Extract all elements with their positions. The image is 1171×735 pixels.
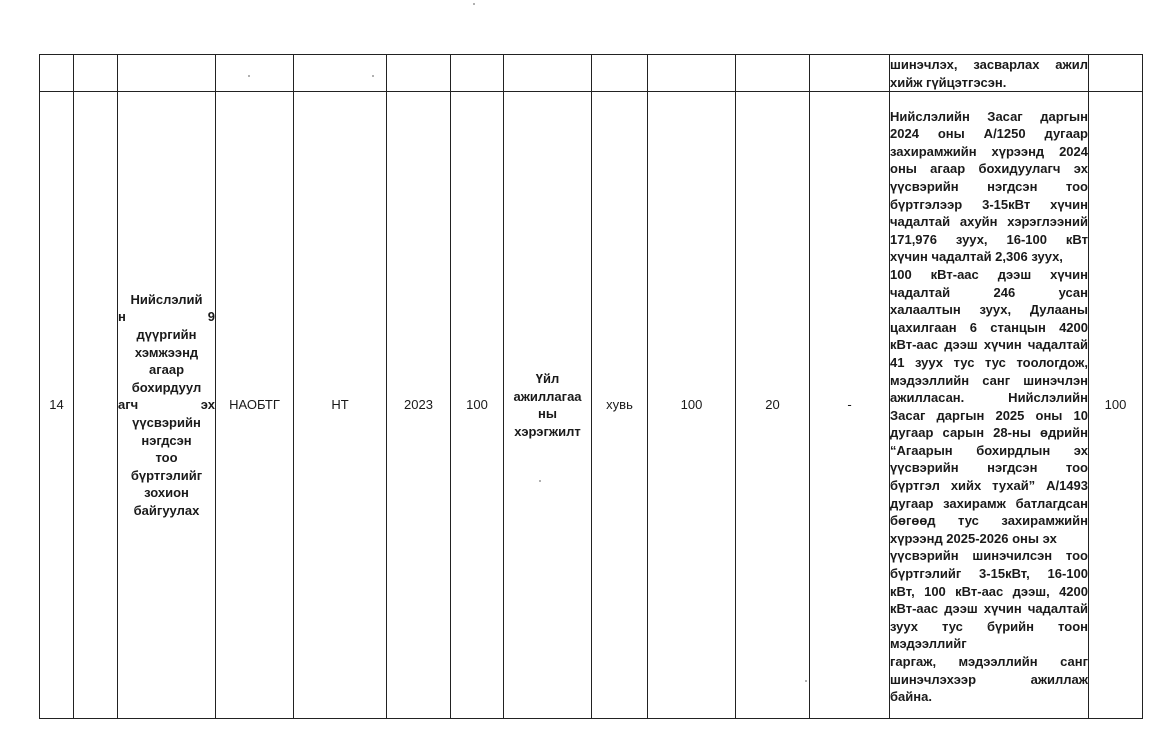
description-line: 2024 оны А/1250 дугаар (890, 126, 1088, 142)
row-number-cell: 14 (40, 92, 74, 719)
scan-speck (805, 680, 807, 682)
dash-cell: - (810, 92, 890, 719)
continued-description-cell (890, 55, 1089, 92)
description-line: үүсвэрийн нэгдсэн тоо (890, 460, 1088, 476)
goal-word: агч (118, 397, 139, 413)
goal-line: зохион (144, 485, 189, 501)
goal-word: эх (200, 397, 215, 413)
empty-cell (74, 92, 118, 719)
description-line: оны агаар бохидуулагч эх (890, 161, 1088, 177)
description-line: 171,976 зуух, 16-100 кВт (890, 231, 1088, 247)
scan-speck (248, 75, 250, 77)
description-line: үүсвэрийн нэгдсэн тоо (890, 178, 1088, 194)
report-table (39, 54, 1143, 719)
description-line: 100 кВт-аас дээш хүчин (890, 266, 1088, 282)
description-line: бүртгэл хийх тухай” А/1493 (890, 478, 1088, 494)
description-line: кВт, 100 кВт-аас дээш, 4200 (890, 583, 1088, 599)
description-line: хүчин чадалтай 2,306 зуух, (890, 249, 1063, 265)
description-line: халаалтын зуух, Дулааны (890, 302, 1088, 318)
cell (118, 55, 216, 92)
cell (504, 55, 592, 92)
description-line: үүсвэрийн шинэчилсэн тоо (890, 548, 1088, 564)
goal-line: нэгдсэн (141, 432, 192, 448)
value-cell: 100 (451, 92, 504, 719)
description-line: гаргаж, мэдээллийн санг (890, 654, 1088, 669)
scan-speck (473, 3, 475, 5)
code-cell: НТ (294, 92, 387, 719)
description-line: шинэчлэхээр ажиллаж (890, 671, 1088, 687)
description-line: бүртгэлээр 3-15кВт хүчин (890, 196, 1088, 212)
result-cell: 100 (1089, 92, 1143, 719)
goal-line: дүүргийн (136, 327, 197, 343)
description-line: захирамжийн хүрээнд 2024 (890, 143, 1088, 159)
description-line: дугаар захирамж батлагдсан (890, 495, 1088, 511)
goal-line-split (118, 396, 215, 414)
goal-line-split (118, 308, 215, 326)
description-line: чадалтай 246 усан (890, 284, 1088, 300)
description-line: кВт-аас дээш хүчин чадалтай (890, 337, 1088, 353)
cell (648, 55, 736, 92)
organization-cell: НАОБТГ (216, 92, 294, 719)
goal-line: тоо (155, 450, 178, 466)
activity-type-cell: Үйл ажиллагаа ны хэрэгжилт (504, 92, 592, 719)
description-line: хүрээнд 2025-2026 оны эх (890, 530, 1057, 546)
description-line: Засаг даргын 2025 оны 10 (890, 407, 1088, 423)
target-value-cell: 100 (648, 92, 736, 719)
description-line: мэдээллийг (890, 636, 967, 652)
cell (451, 55, 504, 92)
year-cell: 2023 (387, 92, 451, 719)
cell (810, 55, 890, 92)
description-cell (890, 92, 1089, 719)
goal-word: 9 (207, 309, 215, 325)
description-line: бүртгэлийг 3-15кВт, 16-100 (890, 566, 1088, 582)
description-line: хийж гүйцэтгэсэн. (890, 74, 1007, 90)
unit-cell: хувь (592, 92, 648, 719)
cell (40, 55, 74, 92)
description-line: Нийслэлийн Засаг даргын (890, 108, 1088, 124)
table-row-continued (40, 55, 1143, 92)
description-line: “Агаарын бохирдлын эх (890, 442, 1088, 458)
scan-speck (372, 75, 374, 77)
cell (736, 55, 810, 92)
goal-line: бохирдуул (131, 379, 202, 395)
cell (294, 55, 387, 92)
cell (387, 55, 451, 92)
scan-speck (539, 480, 541, 482)
description-line: байна. (890, 689, 932, 705)
table-row-14 (40, 92, 1143, 719)
goal-line: бүртгэлийг (130, 467, 203, 483)
goal-word: н (118, 309, 126, 325)
description-line: зуух тус бүрийн тоон (890, 618, 1088, 634)
description-line: бөгөөд тус захирамжийн (890, 513, 1088, 529)
goal-line: байгуулах (133, 502, 200, 518)
description-line: мэдээллийн санг шинэчлэн (890, 372, 1088, 388)
description-line: чадалтай ахуйн хэрэглээний (890, 214, 1088, 230)
cell (216, 55, 294, 92)
description-line: ажилласан. Нийслэлийн (890, 390, 1088, 406)
goal-line: хэмжээнд (134, 344, 199, 360)
goal-line: агаар (148, 362, 185, 378)
description-line: 41 зуух тус тус тоологдож, (890, 354, 1088, 370)
goal-line: үүсвэрийн (132, 414, 201, 430)
description-line: дугаар сарын 28-ны өдрийн (890, 425, 1088, 441)
weight-cell: 20 (736, 92, 810, 719)
goal-line: Нийслэлий (130, 291, 203, 307)
goal-cell (118, 92, 216, 719)
description-line: цахилгаан 6 станцын 4200 (890, 319, 1088, 335)
cell (1089, 55, 1143, 92)
description-line: шинэчлэх, засварлах ажил (890, 57, 1088, 72)
cell (74, 55, 118, 92)
description-line: кВт-аас дээш хүчин чадалтай (890, 601, 1088, 617)
cell (592, 55, 648, 92)
